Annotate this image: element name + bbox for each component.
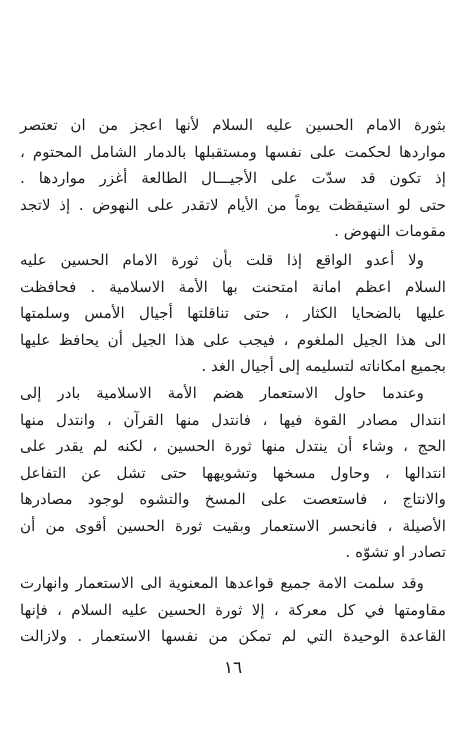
text-line: القاعدة الوحيدة التي لم تمكن من نفسها الاستعمار . ولازالت: [20, 627, 446, 645]
paragraph-1: [20, 112, 446, 245]
page-number: ١٦: [223, 658, 243, 678]
paragraph-4: [20, 570, 446, 650]
text-line: السلام اعظم امانة امتحنت بها الأمة الاسلامية . فحافظت: [20, 277, 446, 296]
text-line: الى هذا الجيل الملغوم ، فيجب على هذا الجيل أن يحافظ عليها: [20, 330, 446, 349]
text-line: الحج ، وشاء أن ينتدل منها ثورة الحسين ، لكنه لم يقدر على: [20, 437, 446, 455]
text-line: وقد سلمت الامة جميع قواعدها المعنوية الى الاستعمار وانهارت: [20, 574, 424, 592]
paragraph-3: [20, 380, 446, 566]
text-line: ولا أعدو الواقع إذا قلت بأن ثورة الامام الحسين عليه: [20, 251, 424, 269]
paragraph-2: [20, 247, 446, 380]
text-line: إذ تكون قد سدّت على الأجيـــال الطالعة أغزر مواردها .: [20, 169, 446, 187]
text-line: عليها بالضحايا الكثار ، حتى تناقلتها أجيال الأمس وسلمتها: [20, 304, 446, 322]
text-line: بثورة الامام الحسين عليه السلام لأنها اعجز من ان تعتصر: [20, 116, 446, 134]
text-line: مواردها لحكمت على نفسها ومستقبلها بالدمار الشامل المحتوم ،: [20, 142, 446, 161]
text-line: والانتاج ، فاستعصت على المسخ والتشوه لوجود مصادرها: [20, 490, 446, 508]
text-line: حتى لو استيقظت يوماً من الأيام لاتقدر على النهوض . إذ لاتجد: [20, 195, 446, 214]
text-line: وعندما حاول الاستعمار هضم الأمة الاسلامية بادر إلى: [20, 384, 424, 402]
text-line: انتدالها ، وحاول مسخها وتشويهها حتى تشل عن التفاعل: [20, 463, 446, 482]
text-line: بجميع امكاناته لتسليمه إلى أجيال الغد .: [201, 357, 446, 375]
text-line: الأصيلة ، فانحسر الاستعمار وبقيت ثورة الحسين أقوى من أن: [20, 516, 446, 535]
text-line: مقومات النهوض .: [334, 222, 446, 240]
text-line: مقاومتها في كل معركة ، إلا ثورة الحسين عليه السلام ، فإنها: [20, 600, 446, 619]
text-line: تصادر او تشوّه .: [345, 543, 446, 561]
text-line: انتدال مصادر القوة فيها ، فانتدل منها القرآن ، وانتدل منها: [20, 410, 446, 429]
